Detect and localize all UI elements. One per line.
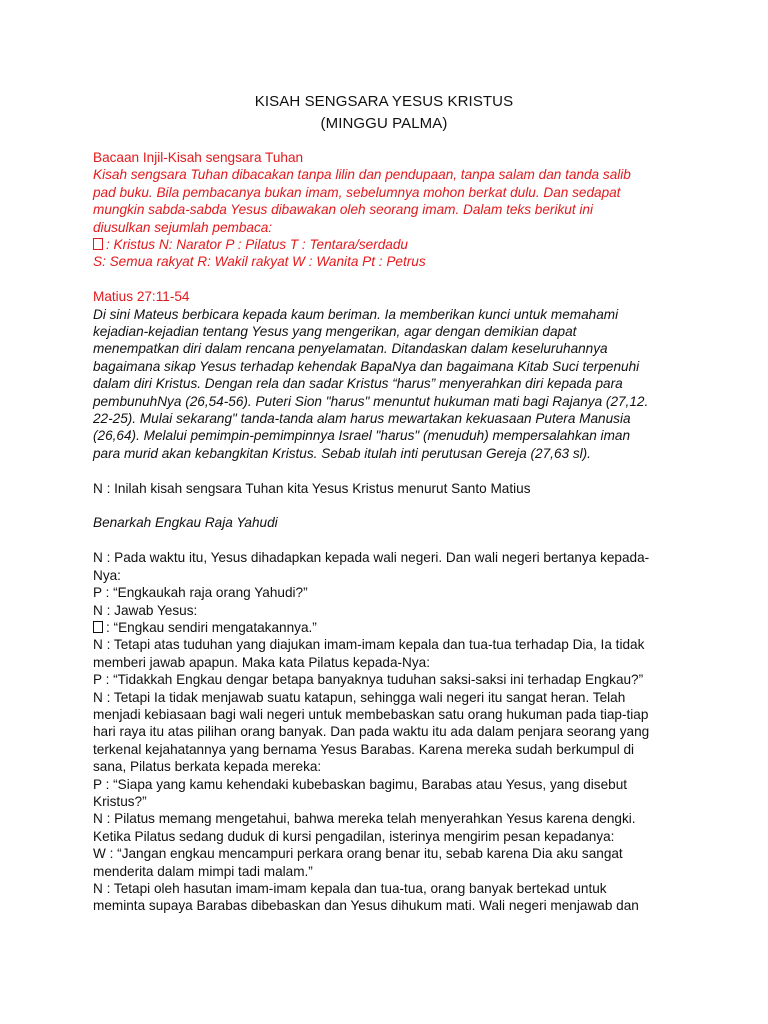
rubric-heading: Bacaan Injil-Kisah sengsara Tuhan — [93, 150, 304, 165]
dialogue-line — [93, 671, 678, 688]
dialogue-line — [93, 567, 678, 584]
dialogue-line — [93, 793, 678, 810]
dialogue-text: N : Tetapi oleh hasutan imam-imam kepala dan tua-tua, orang banyak bertekad untuk — [93, 881, 607, 896]
dialogue-line — [93, 689, 678, 706]
reading-intro-line: Di sini Mateus berbicara kepada kaum beriman. Ia memberikan kunci untuk memahami — [93, 306, 619, 322]
dialogue-text: meminta supaya Barabas dibebaskan dan Yesus dihukum mati. Wali negeri menjawab dan — [93, 898, 639, 914]
dialogue-line — [93, 845, 678, 862]
dialogue-line — [93, 828, 678, 845]
dialogue-line — [93, 619, 678, 636]
dialogue-text: N : Tetapi Ia tidak menjawab suatu katapun, sehingga wali negeri itu sangat heran. Telah — [93, 689, 626, 705]
dialogue-line — [93, 741, 678, 758]
dialogue-text: menderita dalam mimpi tadi malam.” — [93, 863, 313, 879]
christ-symbol-icon — [93, 238, 103, 250]
reading-intro-line: (26,64). Melalui pemimpin-pemimpinnya Israel "harus" (menuduh) mempersalahkan iman — [93, 428, 631, 444]
dialogue-line — [93, 654, 678, 671]
dialogue-line — [93, 723, 678, 740]
dialogue-text: P : “Tidakkah Engkau dengar betapa banyaknya tuduhan saksi-saksi ini terhadap Engkau?” — [93, 672, 644, 688]
dialogue-text: Kristus?” — [93, 793, 147, 809]
dialogue-text: N : Tetapi atas tuduhan yang diajukan imam-imam kepala dan tua-tua terhadap Dia, Ia tidak — [93, 637, 645, 653]
dialogue-line — [93, 584, 678, 601]
title-line-2: (MINGGU PALMA) — [320, 115, 448, 132]
reading-heading: Matius 27:11-54 — [93, 289, 190, 305]
dialogue-text: sana, Pilatus berkata kepada mereka: — [93, 759, 322, 775]
dialogue-text: N : Jawab Yesus: — [93, 602, 198, 618]
dialogue-text: terkenal kejahatannya yang bernama Yesus Barabas. Karena mereka sudah berkumpul di — [93, 741, 635, 757]
dialogue-line — [93, 776, 678, 793]
rubric-section — [93, 149, 678, 271]
roles-line-2: S: Semua rakyat R: Wakil rakyat W : Wanita Pt : Petrus — [93, 254, 426, 270]
roles-line-1-text: : Kristus N: Narator P : Pilatus T : Tentara/serdadu — [106, 237, 408, 253]
dialogue-text: N : Pada waktu itu, Yesus dihadapkan kepada wali negeri. Dan wali negeri bertanya kepada- — [93, 550, 650, 566]
rubric-line: pad buku. Bila pembacanya bukan imam, sebelumnya mohon berkat dulu. Dan sedapat — [93, 184, 621, 200]
opening-line: N : Inilah kisah sengsara Tuhan kita Yesus Kristus menurut Santo Matius — [93, 480, 531, 496]
dialogue-line — [93, 897, 678, 914]
dialogue-text: : “Engkau sendiri mengatakannya.” — [106, 619, 317, 635]
dialogue-line — [93, 758, 678, 775]
dialogue-text: P : “Engkaukah raja orang Yahudi?” — [93, 585, 308, 601]
rubric-text — [93, 166, 678, 236]
document-title — [0, 91, 768, 135]
dialogue-line — [93, 549, 678, 566]
reading-intro-line: pembunuhNya (26,54-56). Puteri Sion "harus" menuntut hukuman mati bagi Rajanya (27,12. — [93, 393, 649, 409]
dialogue-line — [93, 810, 678, 827]
section-title: Benarkah Engkau Raja Yahudi — [93, 515, 278, 531]
reading-intro-line: bagaimana sikap Yesus terhadap kehendak BapaNya dan bagaimana Kitab Suci terpenuhi — [93, 358, 640, 374]
dialogue-text: Nya: — [93, 567, 121, 583]
dialogue-line — [93, 602, 678, 619]
dialogue-text: memberi jawab apapun. Maka kata Pilatus kepada-Nya: — [93, 654, 431, 670]
rubric-line: mungkin sabda-sabda Yesus dibawakan oleh seorang imam. Dalam teks berikut ini — [93, 202, 593, 218]
reading-intro — [93, 306, 678, 463]
dialogue-line — [93, 636, 678, 653]
reading-intro-line: menempatkan diri dalam rencana penyelamatan. Ditandaskan dalam keseluruhannya — [93, 341, 608, 357]
dialogue-line — [93, 880, 678, 897]
dialogue-text: hari raya itu atas pilihan orang banyak. Dan pada waktu itu ada dalam penjara seorang yang — [93, 724, 650, 740]
rubric-line: diusulkan sejumlah pembaca: — [93, 219, 273, 235]
rubric-line: Kisah sengsara Tuhan dibacakan tanpa lilin dan pendupaan, tanpa salam dan tanda salib — [93, 167, 631, 183]
dialogue-text: Ketika Pilatus sedang duduk di kursi pengadilan, isterinya mengirim pesan kepadanya: — [93, 828, 615, 844]
reading-intro-line: dalam diri Kristus. Dengan rela dan sadar Kristus “harus” menyerahkan diri kepada para — [93, 376, 623, 392]
reading-intro-line: kejadian-kejadian tentang Yesus yang mengerikan, agar dengan demikian dapat — [93, 324, 577, 340]
dialogue-text: W : “Jangan engkau mencampuri perkara orang benar itu, sebab karena Dia aku sangat — [93, 846, 623, 862]
dialogue-section — [93, 549, 678, 915]
dialogue-text: P : “Siapa yang kamu kehendaki kubebaskan bagimu, Barabas atau Yesus, yang disebut — [93, 776, 628, 792]
dialogue-line — [93, 706, 678, 723]
reading-section — [93, 288, 678, 462]
dialogue-text: N : Pilatus memang mengetahui, bahwa mereka telah menyerahkan Yesus karena dengki. — [93, 811, 636, 827]
reading-intro-line: para murid akan kebangkitan Kristus. Sebab itulah inti perutusan Gereja (27,63 sl). — [93, 445, 591, 461]
roles-line-1 — [93, 236, 678, 253]
title-line-1: KISAH SENGSARA YESUS KRISTUS — [254, 93, 514, 110]
dialogue-line — [93, 863, 678, 880]
dialogue-text: menjadi kebiasaan bagi wali negeri untuk membebaskan satu orang hukuman pada tiap-tiap — [93, 706, 649, 722]
christ-symbol-icon — [93, 621, 103, 633]
reading-intro-line: 22-25). Mulai sekarang" tanda-tanda alam harus mewartakan kekuasaan Putera Manusia — [93, 411, 631, 427]
document-body — [93, 149, 678, 915]
